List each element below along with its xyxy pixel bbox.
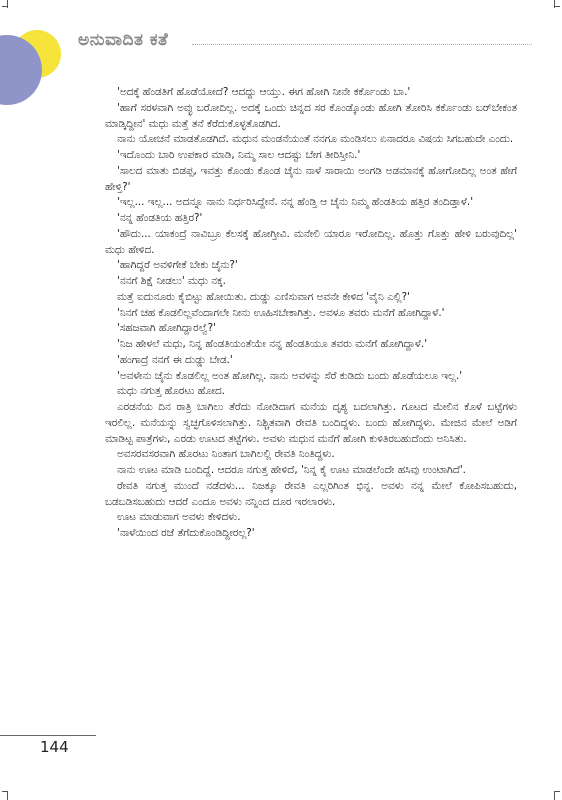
paragraph: 'ಅವಳೇನು ಚೈನು ಕೊಡಲಿಲ್ಲ ಅಂತ ಹೋಗಿಲ್ಲ. ನಾನು ಅವಳನ್ನು ಸೆರೆ ಕುಡಿದು ಬಂದು ಹೊಡೆಯಲೂ ಇಲ್ಲ.' — [117, 369, 463, 382]
crop-mark-bottom-right-vertical — [553, 792, 555, 800]
header-dotted-rule — [192, 44, 532, 45]
paragraph: 'ಹೌದು... ಯಾಕಂದ್ರೆ ನಾವಿಬ್ರೂ ಕೆಲಸಕ್ಕೆ ಹೋಗ್ತೀವಿ. ಮನೇಲಿ ಯಾರೂ ಇರೋದಿಲ್ಲ. ಹೊತ್ತು ಗೊತ್ತು ಹೇಳಿ ಬರುವುದಿಲ್ಲ' ಮಧು ಹೇಳಿದ. — [105, 227, 517, 256]
paragraph: 'ನಿಜ ಹೇಳಲೆ ಮಧು, ನಿನ್ನ ಹೆಂಡತಿಯಂತೆಯೇ ನನ್ನ ಹೆಂಡತಿಯೂ ತವರು ಮನೆಗೆ ಹೋಗಿದ್ದಾಳೆ.' — [117, 338, 428, 350]
paragraph: 'ಅದಕ್ಕೆ ಹೆಂಡತಿಗೆ ಹೊಡೆಯೋದೆ? ಆದದ್ದು ಆಯ್ತು. ಈಗ ಹೋಗಿ ನೀನೇ ಕರ್ಕೊಂಡು ಬಾ.' — [117, 86, 411, 98]
paragraph: 'ನನ್ನ ಹೆಂಡತಿಯ ಹತ್ತಿರ?' — [117, 212, 203, 224]
crop-mark-top-right-vertical — [553, 0, 555, 8]
paragraph: ನಾನು ಯೋಚನೆ ಮಾಡತೊಡಗಿದೆ. ಮಧುನ ಮಂಡನೆಯಂತೆ ನನಗೂ ಮಂಡಿಸಲು ಏನಾದರೂ ವಿಷಯ ಸಿಗಬಹುದೇ ಎಂದು. — [117, 133, 514, 146]
paragraph: 'ಸಾಲದ ಮಾತು ಬಿಡಪ್ಪ, ಇವತ್ತು ಕೊಂಡು ಕೊಂಡ ಚೈನು ನಾಳೆ ಸಾರಾಯಿ ಅಂಗಡಿ ಅಡಮಾನಕ್ಕೆ ಹೋಗೋದಿಲ್ಲ ಅಂತ ಹೇಗೆ ಹೇಳ್ತಿ?' — [105, 164, 517, 193]
paragraph: 'ಸಹಜವಾಗಿ ಹೋಗಿದ್ದಾರಲ್ವೆ?' — [117, 322, 217, 335]
paragraph: ಎರಡನೆಯ ದಿನ ರಾತ್ರಿ ಬಾಗಿಲು ತೆರೆದು ನೋಡಿದಾಗ ಮನೆಯ ದೃಶ್ಯ ಬದಲಾಗಿತ್ತು. ಗೂಟದ ಮೇಲಿನ ಕೊಳೆ ಬಟ್ಟೆಗಳು ಇರಲಿಲ್ಲ. ಮನೆಯನ್ನು ಸ್ವಚ್ಛಗೊಳಿಸಲಾಗಿತ್ತು. ನಿಶ್ಚಿತವಾಗಿ ರೇವತಿ ಬಂದಿದ್ದಳು. ಬಂದು ಹೋಗಿದ್ದಳು. ಮೇಜಿನ ಮೇಲೆ ಅಡಿಗೆ ಮಾಡಿಟ್ಟ ಪಾತ್ರೆಗಳು, ಎರಡು ಊಟದ ತಟ್ಟೆಗಳು. ಅವಳು ಮಧುನ ಮನೆಗೆ ಹೋಗಿ ಕುಳಿತಿರಬಹುದೆಂದು ಅನಿಸಿತು. — [105, 401, 517, 445]
paragraph: 'ಹಂಗಾದ್ರೆ ನನಗೆ ಈ ದುಡ್ಡು ಬೇಡ.' — [117, 353, 233, 366]
paragraph: ನಾನು ಊಟ ಮಾಡಿ ಬಂದಿದ್ದೆ. ಆದರೂ ನಗುತ್ತ ಹೇಳಿದೆ, 'ನಿನ್ನ ಕೈ ಊಟ ಮಾಡಲೆಂದೇ ಹಸಿವು ಉಂಟಾಗಿದೆ'. — [117, 464, 466, 476]
page-number: 144 — [40, 738, 69, 756]
paragraph: ರೇವತಿ ನಗುತ್ತ ಮುಂದೆ ನಡೆದಳು... ನಿಜಕ್ಕೂ ರೇವತಿ ಎಲ್ಲರಿಗಿಂತ ಭಿನ್ನ. ಅವಳು ನನ್ನ ಮೇಲೆ ಕೋಪಿಸಬಹುದು, ಬಡಬಡಿಸಬಹುದು ಆದರೆ ಎಂದೂ ಅವಳು ನನ್ನಿಂದ ದೂರ ಇರಲಾರಳು. — [105, 479, 517, 508]
paragraph: 'ಹಾಗಿದ್ದರೆ ಅವಳಿಗೇಕೆ ಬೇಕು ಚೈನು?' — [117, 259, 238, 272]
footer-rule — [0, 735, 96, 736]
paragraph: ಅವಸರವಸರವಾಗಿ ಹೊರಟು ನಿಂತಾಗ ಬಾಗಿಲಲ್ಲಿ ರೇವತಿ ನಿಂತಿದ್ದಳು. — [117, 448, 335, 461]
crop-mark-bottom-left-vertical — [7, 792, 9, 800]
paragraph: 'ನಾಳೆಯಿಂದ ರಜೆ ತೆಗೆದುಕೊಂಡಿದ್ದೀರಲ್ಲ?' — [117, 527, 255, 539]
paragraph: 'ಹಾಗೆ ಸರಳವಾಗಿ ಅವ್ಳು ಬರೋದಿಲ್ಲ. ಅದಕ್ಕೆ ಒಂದು ಚಿನ್ನದ ಸರ ಕೊಂಡ್ಕೊಂಡು ಹೋಗಿ ತೋರಿಸಿ ಕರ್ಕೊಂಡು ಬರ್‌ಬೇಕಂತ ಮಾಡ್ಕಿದ್ದೀನ' ಮಧು ಮತ್ತೆ ತನೆ ಕೆರೆದುಕೊಳ್ಳತೊಡಗಿದ. — [105, 101, 517, 130]
section-title: ಅನುವಾದಿತ ಕತೆ — [78, 30, 169, 50]
paragraph: 'ಇದೊಂದು ಬಾರಿ ಉಪಕಾರ ಮಾಡಿ, ನಿಮ್ಮ ಸಾಲ ಆದಷ್ಟು ಬೇಗ ತೀರಿಸ್ತೀನಿ.' — [117, 149, 361, 161]
paragraph: 'ಇಲ್ಲ... ಇಲ್ಲ... ಅದನ್ನೂ ನಾನು ನಿರ್ಧರಿಸಿದ್ದೇನೆ. ನನ್ನ ಹೆಂಡ್ತಿ ಆ ಚೈನು ನಿಮ್ಮ ಹೆಂಡತಿಯ ಹತ್ತಿರ ತಂದಿಡ್ತಾಳೆ.' — [117, 196, 474, 209]
paragraph: 'ನಿನಗೆ ಚಹ ಕೊಡಲಿಲ್ಲವೆಂದಾಗಲೇ ನೀನು ಊಹಿಸಬೇಕಾಗಿತ್ತು. ಅವಳೂ ತವರು ಮನೆಗೆ ಹೋಗಿದ್ದಾಳೆ.' — [117, 306, 445, 319]
crop-mark-top-left-vertical — [7, 0, 9, 8]
paragraph: ಮಧು ನಗುತ್ತ ಹೊರಟು ಹೋದ. — [117, 385, 225, 398]
paragraph: ಊಟ ಮಾಡುವಾಗ ಅವಳು ಕೇಳಿದಳು. — [117, 511, 241, 524]
paragraph: ಮತ್ತೆ ಐದುನೂರು ಕೈಬಿಟ್ಟು ಹೋಯಿತು. ದುಡ್ಡು ಎಣಿಸುವಾಗ ಅವನೇ ಕೇಳಿದ 'ವೈನಿ ಎಲ್ಲಿ?' — [117, 290, 410, 303]
paragraph: 'ನನಗೆ ಶಿಕ್ಷೆ ನೀಡಲು' ಮಧು ನಕ್ಕ. — [117, 275, 226, 287]
story-text — [105, 85, 517, 542]
